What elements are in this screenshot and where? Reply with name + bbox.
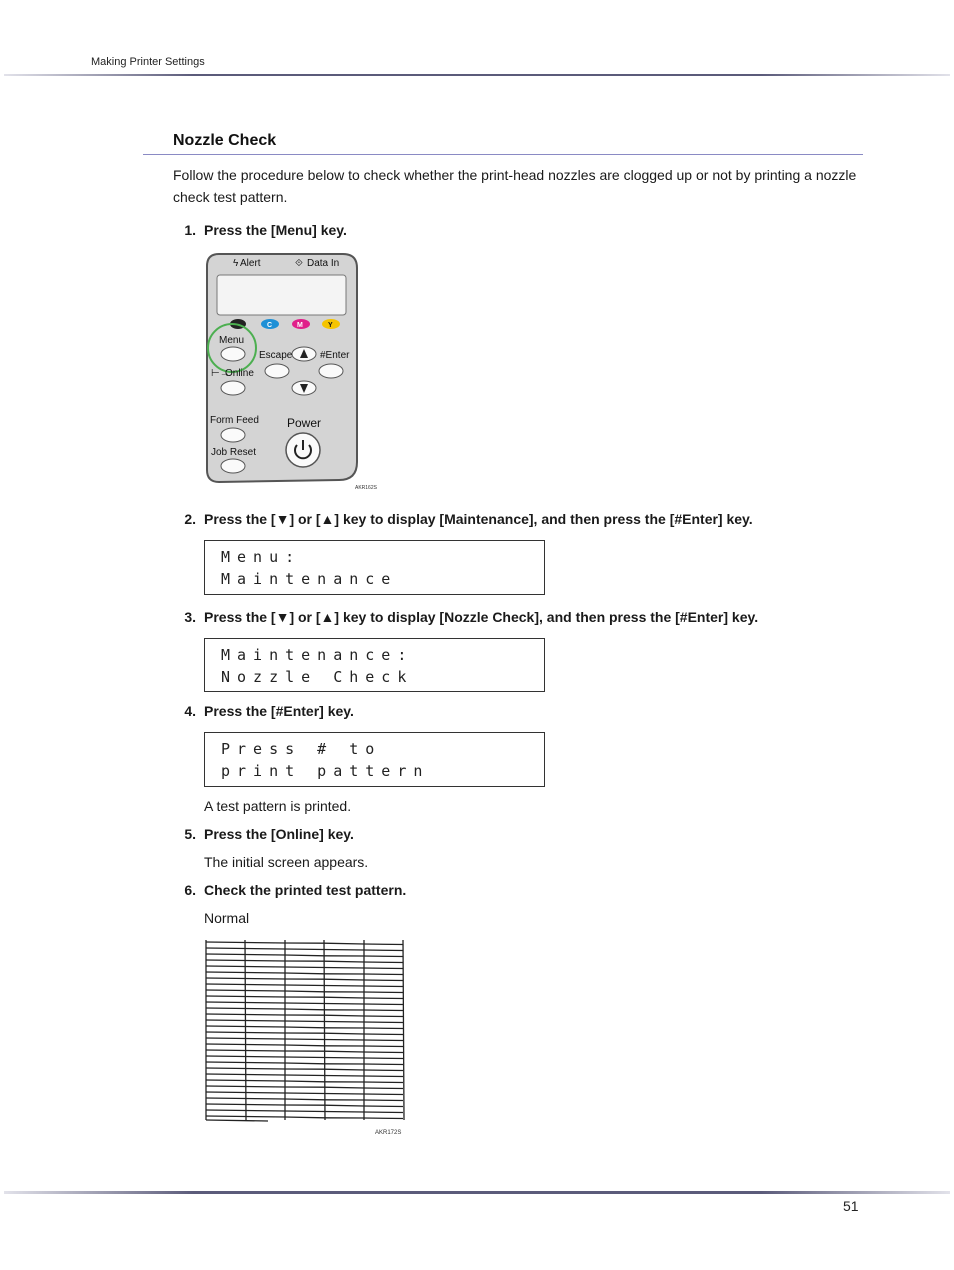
lcd-display bbox=[204, 732, 545, 787]
nozzle-check-pattern bbox=[204, 937, 414, 1139]
form-feed-button[interactable] bbox=[221, 428, 245, 442]
data-in-icon: ⟐ bbox=[295, 258, 303, 269]
menu-button[interactable] bbox=[221, 347, 245, 361]
step-text: Press the [Online] key. bbox=[204, 826, 354, 842]
pattern-horizontal-line bbox=[206, 978, 403, 981]
pattern-code: AKR172S bbox=[375, 1130, 402, 1136]
pattern-horizontal-line bbox=[206, 1092, 403, 1095]
form-feed-label: Form Feed bbox=[210, 415, 259, 426]
pattern-horizontal-line bbox=[206, 1044, 403, 1047]
pattern-horizontal-line bbox=[206, 1032, 403, 1035]
step-text: Check the printed test pattern. bbox=[204, 882, 407, 898]
online-icon: ⊢→ bbox=[211, 368, 230, 379]
pattern-horizontal-line bbox=[206, 1038, 403, 1041]
pattern-horizontal-line bbox=[206, 1080, 403, 1083]
pattern-vertical-line bbox=[403, 940, 404, 1120]
online-button[interactable] bbox=[221, 381, 245, 395]
data-in-label: Data In bbox=[307, 258, 340, 269]
pattern-horizontal-line bbox=[206, 1068, 403, 1071]
pattern-horizontal-line bbox=[206, 966, 403, 969]
display-window bbox=[217, 275, 346, 315]
lcd-line-2: print pattern bbox=[221, 762, 430, 780]
pattern-horizontal-line bbox=[206, 1050, 403, 1053]
enter-label: #Enter bbox=[320, 350, 350, 361]
section-rule bbox=[143, 154, 863, 155]
lcd-line-2: Nozzle Check bbox=[221, 668, 414, 686]
section-title: Nozzle Check bbox=[173, 132, 277, 149]
step-text: Press the [Menu] key. bbox=[204, 222, 347, 238]
online-label: Online bbox=[225, 368, 254, 379]
step-text: Press the [▼] or [▲] key to display [Nozzle Check], and then press the [#Enter] key. bbox=[204, 609, 759, 625]
pattern-horizontal-line bbox=[206, 1116, 403, 1119]
pattern-horizontal-line bbox=[206, 1074, 403, 1077]
lcd-display bbox=[204, 638, 545, 692]
step-text: Press the [▼] or [▲] key to display [Maintenance], and then press the [#Enter] key. bbox=[204, 511, 753, 527]
pattern-horizontal-line bbox=[206, 1020, 403, 1023]
lcd-line-1: Press # to bbox=[221, 740, 382, 758]
pattern-horizontal-line bbox=[206, 960, 403, 963]
enter-button[interactable] bbox=[319, 364, 343, 378]
step-text: Press the [#Enter] key. bbox=[204, 703, 354, 719]
pattern-horizontal-line bbox=[206, 990, 403, 993]
pattern-horizontal-line bbox=[206, 1002, 403, 1005]
pattern-horizontal-line bbox=[206, 954, 403, 957]
page-number: 51 bbox=[843, 1198, 859, 1214]
step-number: 6. bbox=[184, 882, 196, 898]
pattern-horizontal-line bbox=[206, 1104, 403, 1107]
step-4-result: A test pattern is printed. bbox=[204, 798, 352, 814]
menu-label: Menu bbox=[219, 335, 245, 346]
pattern-horizontal-line bbox=[206, 948, 403, 951]
escape-button[interactable] bbox=[265, 364, 289, 378]
lcd-line-1: Menu: bbox=[221, 548, 302, 566]
header-rule bbox=[4, 74, 950, 76]
cyan-label: C bbox=[267, 322, 273, 329]
alert-label: Alert bbox=[240, 258, 261, 269]
control-panel-illustration bbox=[205, 252, 395, 492]
step-number: 3. bbox=[184, 609, 196, 625]
pattern-horizontal-line bbox=[206, 1098, 403, 1101]
pattern-horizontal-line bbox=[206, 942, 403, 945]
pattern-horizontal-line bbox=[206, 1120, 268, 1121]
pattern-horizontal-line bbox=[206, 1056, 403, 1059]
job-reset-label: Job Reset bbox=[211, 447, 257, 458]
step-number: 4. bbox=[184, 703, 196, 719]
pattern-horizontal-line bbox=[206, 984, 403, 987]
pattern-horizontal-line bbox=[206, 1086, 403, 1089]
step-5-result: The initial screen appears. bbox=[204, 854, 369, 870]
pattern-horizontal-line bbox=[206, 1110, 403, 1113]
power-label: Power bbox=[287, 416, 322, 430]
job-reset-button[interactable] bbox=[221, 459, 245, 473]
alert-icon: ϟ bbox=[233, 258, 239, 269]
intro-paragraph: Follow the procedure below to check whether the print-head nozzles are clogged up or not by printing a nozzle check test pattern. bbox=[173, 167, 857, 205]
pattern-horizontal-line bbox=[206, 972, 403, 975]
running-header: Making Printer Settings bbox=[91, 56, 205, 68]
step-number: 5. bbox=[184, 826, 196, 842]
pattern-horizontal-line bbox=[206, 1062, 403, 1065]
step-number: 1. bbox=[184, 222, 196, 238]
figure-code: AKR162S bbox=[355, 485, 377, 491]
lcd-display bbox=[204, 540, 545, 595]
lcd-line-2: Maintenance bbox=[221, 570, 398, 588]
escape-label: Escape bbox=[259, 350, 293, 361]
yellow-label: Y bbox=[328, 322, 333, 329]
pattern-horizontal-line bbox=[206, 1008, 403, 1011]
pattern-label: Normal bbox=[204, 910, 250, 926]
pattern-horizontal-line bbox=[206, 1026, 403, 1029]
step-number: 2. bbox=[184, 511, 196, 527]
pattern-horizontal-line bbox=[206, 1014, 403, 1017]
lcd-line-1: Maintenance: bbox=[221, 646, 414, 664]
footer-rule bbox=[4, 1191, 950, 1194]
magenta-label: M bbox=[297, 322, 303, 329]
pattern-horizontal-line bbox=[206, 996, 403, 999]
